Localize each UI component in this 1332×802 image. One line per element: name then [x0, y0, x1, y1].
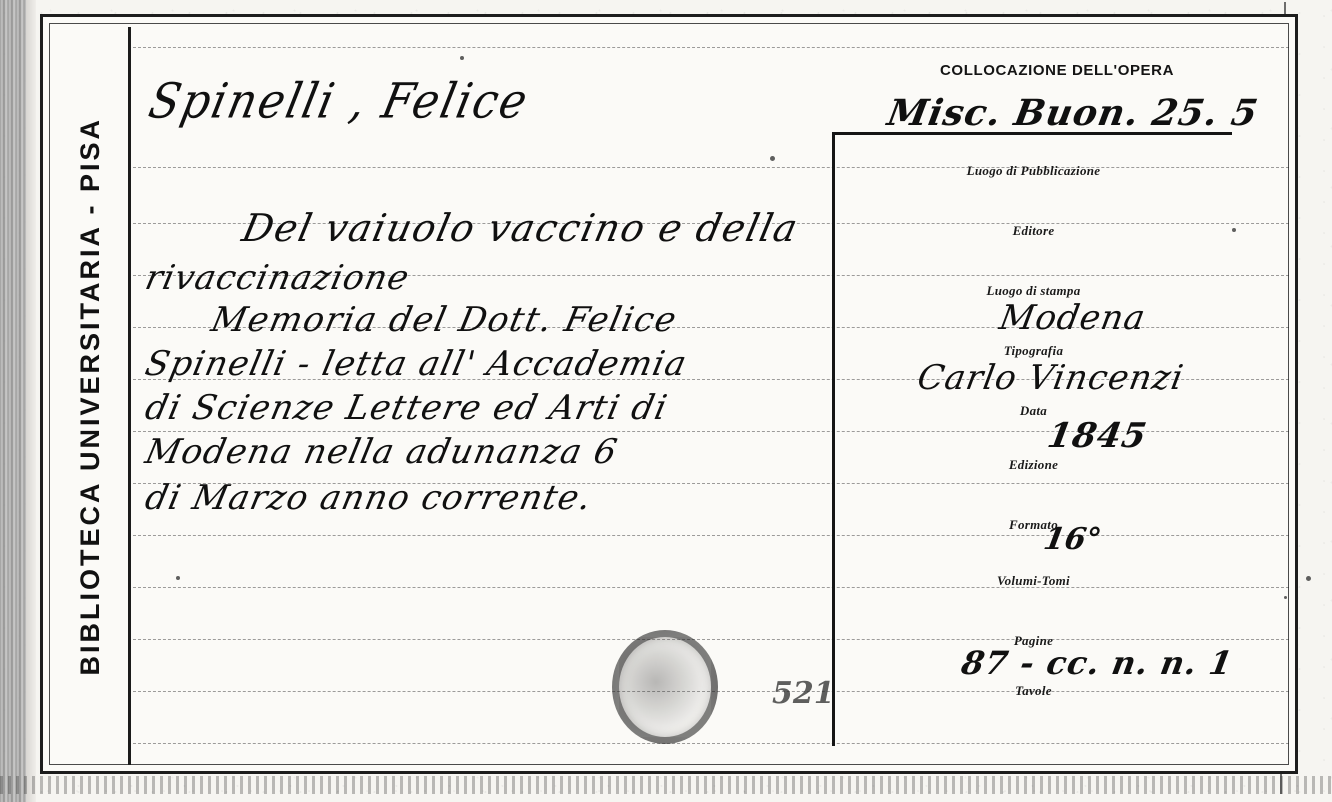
speck: [1232, 228, 1236, 232]
scan-bottom-dotted-strip: [0, 776, 1332, 794]
speck: [460, 56, 464, 60]
title-line-2: rivaccinazione: [141, 258, 414, 298]
imprint-label-luogo-stampa: Luogo di stampa: [986, 283, 1081, 298]
title-line-6: Modena nella adunanza 6: [141, 432, 622, 472]
author-heading: Spinelli , Felice: [144, 73, 534, 130]
shelfmark-heading: COLLOCAZIONE DELL'OPERA: [940, 62, 1175, 79]
imprint-label-editore: Editore: [1012, 223, 1055, 238]
imprint-value-formato: 16°: [1040, 522, 1104, 557]
imprint-label-pagine: Pagine: [1013, 633, 1054, 648]
title-line-3: Memoria del Dott. Felice: [207, 300, 682, 340]
title-line-1: Del vaiuolo vaccino e della: [238, 206, 803, 250]
speck: [1306, 576, 1311, 581]
imprint-label-tavole: Tavole: [1015, 683, 1052, 698]
stamp-number: 521: [772, 676, 835, 711]
speck: [1284, 596, 1287, 599]
imprint-value-pagine: 87 - cc. n. n. 1: [958, 644, 1237, 682]
library-spine: [53, 27, 131, 765]
imprint-label-tipografia: Tipografia: [1003, 343, 1064, 358]
imprint-label-luogo-pubblicazione: Luogo di Pubblicazione: [966, 163, 1101, 178]
title-line-4: Spinelli - letta all' Accademia: [141, 344, 691, 384]
title-line-5: di Scienze Lettere ed Arti di: [141, 388, 672, 428]
speck: [770, 156, 775, 161]
scan-left-edge-soft: [26, 0, 36, 802]
imprint-label-volumi-tomi: Volumi-Tomi: [997, 573, 1070, 588]
imprint-value-data: 1845: [1044, 416, 1151, 456]
shelfmark-value: Misc. Buon. 25. 5: [884, 92, 1262, 134]
imprint-value-luogo-stampa: Modena: [996, 298, 1149, 338]
speck: [176, 576, 180, 580]
imprint-label-edizione: Edizione: [1008, 457, 1059, 472]
imprint-value-tipografia: Carlo Vincenzi: [914, 358, 1187, 398]
title-line-7: di Marzo anno corrente.: [141, 478, 596, 518]
scan-left-edge: [0, 0, 26, 802]
imprint-label-data: Data: [1019, 403, 1048, 418]
library-stamp: [612, 630, 718, 744]
library-name: BIBLIOTECA UNIVERSITARIA - PISA: [75, 116, 105, 676]
imprint-label-formato: Formato: [1008, 517, 1059, 532]
